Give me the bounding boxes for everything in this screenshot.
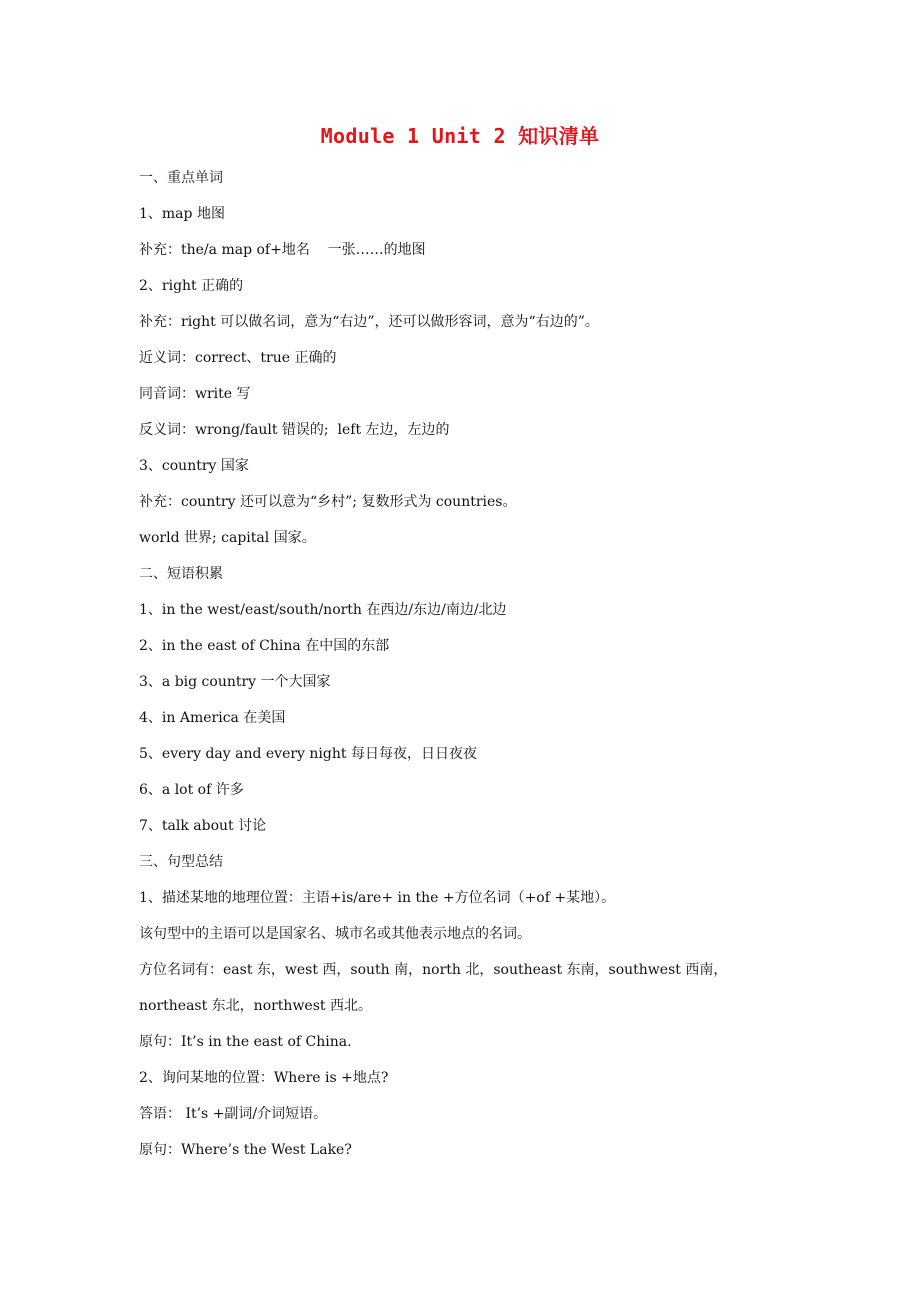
phrase-item: 7、talk about 讨论	[139, 818, 267, 834]
word-item-country: 3、country 国家	[139, 458, 249, 474]
antonym-note: 反义词：wrong/fault 错误的; left 左边，左边的	[139, 422, 450, 438]
pattern-explanation: northeast 东北，northwest 西北。	[139, 998, 372, 1014]
synonym-note: 近义词：correct、true 正确的	[139, 350, 337, 366]
pattern-item: 1、描述某地的地理位置：主语+is/are+ in the +方位名词（+of +某地）。	[139, 890, 616, 906]
homophone-note: 同音词：write 写	[139, 386, 251, 402]
section-heading-phrases: 二、短语积累	[139, 566, 223, 582]
word-item-right: 2、right 正确的	[139, 278, 244, 294]
example-sentence: 原句：It’s in the east of China.	[139, 1034, 352, 1050]
pattern-item: 2、询问某地的位置：Where is +地点?	[139, 1070, 389, 1086]
supplement-note: 补充：country 还可以意为“乡村”; 复数形式为 countries。	[139, 494, 517, 510]
supplement-note: 补充：the/a map of+地名 一张……的地图	[139, 242, 426, 258]
example-sentence: 原句：Where’s the West Lake?	[139, 1142, 352, 1158]
phrase-item: 6、a lot of 许多	[139, 782, 244, 798]
phrase-item: 5、every day and every night 每日每夜，日日夜夜	[139, 746, 477, 762]
document-title: Module 1 Unit 2 知识清单	[320, 124, 600, 148]
answer-pattern: 答语： It’s +副词/介词短语。	[139, 1106, 328, 1122]
supplement-note: 补充：right 可以做名词，意为“右边”，还可以做形容词，意为“右边的”。	[139, 314, 599, 330]
section-heading-key-words: 一、重点单词	[139, 170, 223, 186]
word-item-map: 1、map 地图	[139, 206, 225, 222]
section-heading-sentence-patterns: 三、句型总结	[139, 854, 223, 870]
phrase-item: 1、in the west/east/south/north 在西边/东边/南边/北边	[139, 602, 507, 618]
phrase-item: 4、in America 在美国	[139, 710, 286, 726]
related-words-note: world 世界; capital 国家。	[139, 530, 316, 546]
phrase-item: 3、a big country 一个大国家	[139, 674, 331, 690]
phrase-item: 2、in the east of China 在中国的东部	[139, 638, 390, 654]
pattern-explanation: 方位名词有：east 东，west 西，south 南，north 北，southeast 东南，southwest 西南，	[139, 962, 728, 978]
pattern-explanation: 该句型中的主语可以是国家名、城市名或其他表示地点的名词。	[139, 926, 531, 942]
